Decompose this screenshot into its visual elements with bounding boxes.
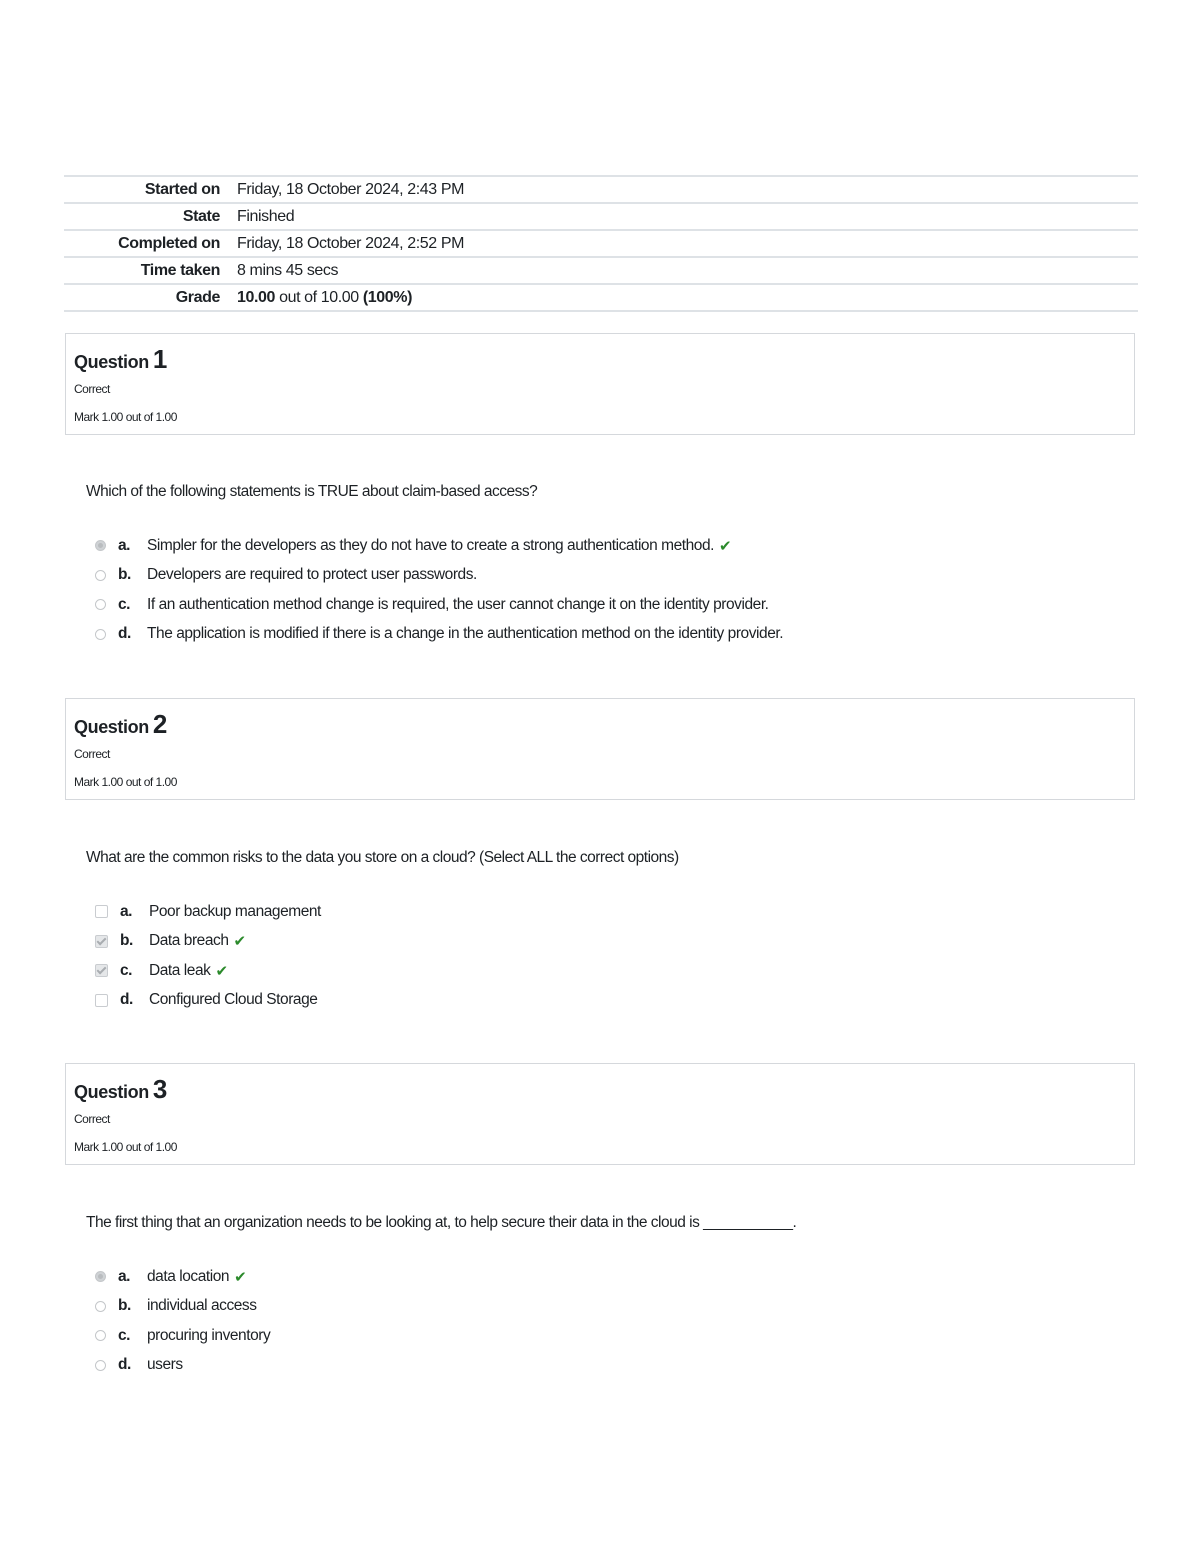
correct-check-icon: ✔ — [719, 537, 732, 555]
answer-option[interactable] — [95, 1321, 270, 1351]
time-label: Time taken — [64, 257, 237, 284]
option-text: If an authentication method change is required, the user cannot change it on the identity provider. — [147, 595, 769, 613]
question-info-1 — [65, 333, 1135, 435]
answer-option[interactable] — [95, 927, 321, 957]
option-text: Poor backup management — [149, 902, 321, 920]
option-letter: b. — [120, 932, 133, 950]
checkbox[interactable] — [95, 935, 108, 948]
grade-value — [237, 284, 1138, 311]
answer-option[interactable] — [95, 986, 321, 1016]
answer-option[interactable] — [95, 561, 783, 591]
question-label: Question — [74, 352, 149, 372]
option-letter: b. — [118, 1297, 131, 1315]
answer-list-3 — [95, 1262, 270, 1380]
radio-button[interactable] — [95, 1360, 106, 1371]
option-letter: c. — [120, 961, 133, 979]
correct-check-icon: ✔ — [233, 933, 246, 951]
question-label: Question — [74, 717, 149, 737]
grade-percent: (100%) — [362, 289, 413, 306]
option-letter: d. — [118, 625, 131, 643]
completed-value: Friday, 18 October 2024, 2:52 PM — [237, 230, 1138, 257]
question-number: 1 — [152, 344, 167, 374]
question-number: 2 — [152, 709, 167, 739]
started-value: Friday, 18 October 2024, 2:43 PM — [237, 176, 1138, 203]
summary-row-state — [64, 203, 1138, 230]
answer-option[interactable] — [95, 897, 321, 927]
answer-option[interactable] — [95, 590, 783, 620]
question-text-3: The first thing that an organization needs to be looking at, to help secure their data in the cloud is ___________. — [86, 1214, 797, 1231]
option-text: Data breach — [149, 932, 229, 950]
question-mark: Mark 1.00 out of 1.00 — [74, 410, 177, 424]
radio-button[interactable] — [95, 1330, 106, 1341]
question-title — [74, 344, 167, 375]
radio-button[interactable] — [95, 629, 106, 640]
grade-out-of: out of 10.00 — [275, 289, 363, 306]
option-letter: b. — [118, 566, 131, 584]
state-label: State — [64, 203, 237, 230]
correct-check-icon: ✔ — [234, 1268, 247, 1286]
question-mark: Mark 1.00 out of 1.00 — [74, 1140, 177, 1154]
question-state: Correct — [74, 747, 110, 761]
question-mark: Mark 1.00 out of 1.00 — [74, 775, 177, 789]
question-info-3 — [65, 1063, 1135, 1165]
question-text-2: What are the common risks to the data you store on a cloud? (Select ALL the correct options) — [86, 849, 679, 866]
answer-option[interactable] — [95, 1292, 270, 1322]
radio-button[interactable] — [95, 540, 106, 551]
radio-button[interactable] — [95, 599, 106, 610]
completed-label: Completed on — [64, 230, 237, 257]
answer-option[interactable] — [95, 1351, 270, 1381]
radio-button[interactable] — [95, 1301, 106, 1312]
option-text: Configured Cloud Storage — [149, 991, 318, 1009]
answer-option[interactable] — [95, 1262, 270, 1292]
option-text: Developers are required to protect user passwords. — [147, 566, 477, 584]
option-text: Data leak — [149, 961, 211, 979]
option-text: data location — [147, 1267, 230, 1285]
question-title — [74, 709, 167, 740]
checkbox[interactable] — [95, 964, 108, 977]
question-state: Correct — [74, 1112, 110, 1126]
started-label: Started on — [64, 176, 237, 203]
checkbox[interactable] — [95, 994, 108, 1007]
summary-row-started — [64, 176, 1138, 203]
option-text: The application is modified if there is a change in the authentication method on the identity provider. — [147, 625, 784, 643]
question-info-2 — [65, 698, 1135, 800]
question-state: Correct — [74, 382, 110, 396]
option-text: individual access — [147, 1297, 257, 1315]
option-letter: a. — [118, 536, 131, 554]
radio-button[interactable] — [95, 570, 106, 581]
answer-option[interactable] — [95, 531, 783, 561]
option-letter: c. — [118, 595, 131, 613]
answer-option[interactable] — [95, 620, 783, 650]
option-letter: a. — [120, 902, 133, 920]
answer-list-1 — [95, 531, 783, 649]
answer-option[interactable] — [95, 956, 321, 986]
quiz-summary-table — [64, 175, 1138, 312]
radio-button[interactable] — [95, 1271, 106, 1282]
question-number: 3 — [152, 1074, 167, 1104]
summary-row-time — [64, 257, 1138, 284]
option-letter: d. — [118, 1356, 131, 1374]
summary-row-grade — [64, 284, 1138, 311]
question-text-1: Which of the following statements is TRUE about claim-based access? — [86, 483, 538, 500]
option-letter: a. — [118, 1267, 131, 1285]
time-value: 8 mins 45 secs — [237, 257, 1138, 284]
grade-label: Grade — [64, 284, 237, 311]
grade-score: 10.00 — [237, 289, 276, 306]
question-title — [74, 1074, 167, 1105]
summary-row-completed — [64, 230, 1138, 257]
option-letter: c. — [118, 1326, 131, 1344]
correct-check-icon: ✔ — [215, 962, 228, 980]
option-text: procuring inventory — [147, 1326, 271, 1344]
option-text: users — [147, 1356, 183, 1374]
option-text: Simpler for the developers as they do not have to create a strong authentication method. — [147, 536, 714, 554]
question-label: Question — [74, 1082, 149, 1102]
answer-list-2 — [95, 897, 321, 1015]
checkbox[interactable] — [95, 905, 108, 918]
option-letter: d. — [120, 991, 133, 1009]
state-value: Finished — [237, 203, 1138, 230]
